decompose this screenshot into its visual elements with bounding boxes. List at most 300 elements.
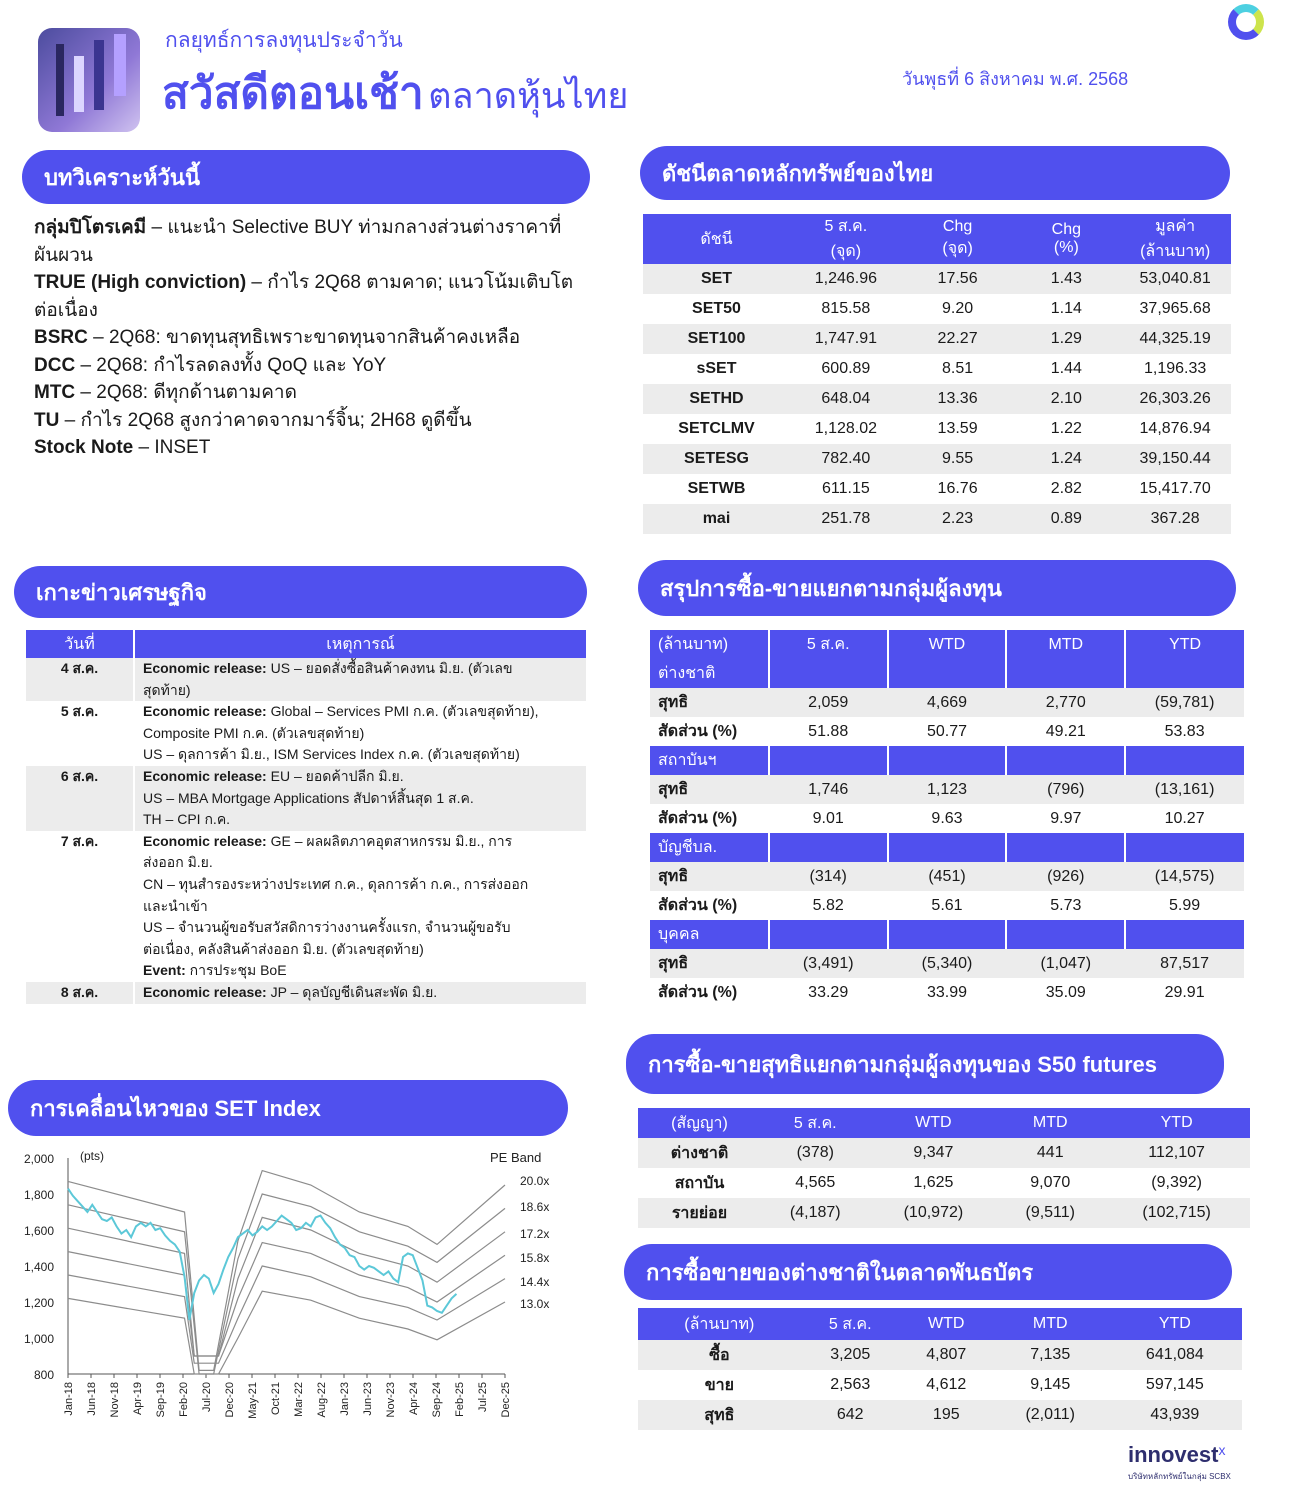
flow-cell: 53.83 <box>1164 722 1205 740</box>
pe-band-label: 13.0x <box>520 1297 550 1311</box>
indices-cell: SETWB <box>687 480 746 497</box>
indices-cell: 9.55 <box>942 450 974 467</box>
indices-cell: 1.22 <box>1050 420 1082 437</box>
analysis-item-name: TU <box>34 409 60 431</box>
flow-cell: สัดส่วน (%) <box>658 984 738 1001</box>
analysis-item-name: DCC <box>34 354 76 376</box>
s50-cell: (102,715) <box>1142 1204 1211 1221</box>
economic-header-row <box>26 630 586 658</box>
economic-event-label: Economic release: <box>143 660 267 676</box>
economic-header-row-cell: เหตุการณ์ <box>134 630 586 658</box>
indices-cell: 1.29 <box>1050 330 1082 347</box>
indices-header-row-cell: 5 ส.ค. (จุด) <box>790 214 902 264</box>
economic-event-text: US – จำนวนผู้ขอรับสวัสดิการว่างงานครั้งแรก, จำนวนผู้ขอรับ <box>143 919 511 936</box>
indices-cell: 13.59 <box>937 420 978 437</box>
bonds-cell: 9,145 <box>1030 1376 1071 1393</box>
economic-event-text: ส่งออก มิ.ย. <box>143 854 213 871</box>
pe-band-label: 18.6x <box>520 1200 550 1214</box>
flow-cell: (13,161) <box>1154 780 1215 798</box>
y-tick-label: 1,800 <box>23 1188 54 1202</box>
economic-header-row-cell: วันที่ <box>26 630 134 658</box>
indices-cell: 782.40 <box>821 450 871 467</box>
header-title-sub: ตลาดหุ้นไทย <box>428 75 629 116</box>
indices-cell: 1,246.96 <box>814 270 877 287</box>
analysis-item <box>34 214 594 269</box>
pe-band-label: 14.4x <box>520 1275 550 1289</box>
indices-cell: mai <box>702 510 731 527</box>
flow-cell: สุทธิ <box>658 868 689 885</box>
indices-cell: 251.78 <box>821 510 871 527</box>
bonds-cell: 642 <box>836 1406 864 1423</box>
bonds-cell: 2,563 <box>830 1376 871 1393</box>
economic-event <box>134 766 586 831</box>
indices-cell: 22.27 <box>937 330 978 347</box>
bonds-cell: 4,612 <box>926 1376 967 1393</box>
x-tick-label: Jun-23 <box>362 1382 374 1416</box>
analysis-item-name: MTC <box>34 382 76 403</box>
x-tick-label: Dec-25 <box>500 1382 512 1418</box>
economic-date: 5 ส.ค. <box>26 701 134 766</box>
indices-cell: 9.20 <box>942 300 974 317</box>
indices-cell: 0.89 <box>1050 510 1082 527</box>
economic-row <box>26 701 586 766</box>
flow-group-fill <box>1125 746 1244 775</box>
indices-row <box>643 324 1231 354</box>
flow-header-row <box>650 630 1244 659</box>
bonds-heading: การซื้อขายของต่างชาติในตลาดพันธบัตร <box>624 1244 1232 1300</box>
indices-cell: 611.15 <box>821 480 870 497</box>
flow-cell: (926) <box>1047 867 1085 885</box>
economic-event-line <box>143 680 578 702</box>
bonds-header-row <box>638 1308 1242 1340</box>
analysis-item <box>34 352 594 380</box>
bonds-cell: 641,084 <box>1145 1346 1204 1363</box>
flow-cell: 5.73 <box>1050 896 1082 914</box>
indices-header-row-cell: มูลค่า (ล้านบาท) <box>1119 214 1231 264</box>
y-tick-label: 2,000 <box>23 1152 54 1166</box>
flow-cell: 29.91 <box>1164 983 1205 1001</box>
economic-event-text: ต่อเนื่อง, คลังสินค้าส่งออก มิ.ย. (ตัวเลขสุดท้าย) <box>143 940 424 957</box>
economic-event-label: Economic release: <box>143 703 267 720</box>
flow-group-fill <box>769 659 888 688</box>
bonds-cell: ขาย <box>704 1376 734 1394</box>
indices-cell: 1,128.02 <box>814 420 877 437</box>
bonds-cell: 43,939 <box>1150 1406 1200 1423</box>
y-tick-label: 800 <box>33 1368 54 1382</box>
indices-cell: 16.76 <box>937 480 978 497</box>
header-date: วันพุธที่ 6 สิงหาคม พ.ศ. 2568 <box>902 69 1129 89</box>
flow-group-row <box>650 659 1244 688</box>
flow-group-fill <box>769 920 888 949</box>
flow-cell: 50.77 <box>926 722 968 740</box>
economic-event-text: CN – ทุนสำรองระหว่างประเทศ ก.ค., ดุลการค้า ก.ค., การส่งออก <box>143 875 529 892</box>
x-tick-label: Aug-22 <box>316 1382 328 1418</box>
bonds-cell: 3,205 <box>830 1346 871 1363</box>
flow-header-row-cell: 5 ส.ค. <box>769 630 888 659</box>
flow-cell: 2,770 <box>1045 693 1086 711</box>
indices-cell: SET100 <box>687 330 746 347</box>
economic-event-line <box>143 658 578 680</box>
flow-cell: (314) <box>809 867 847 885</box>
economic-event-line <box>143 939 578 961</box>
economic-row <box>26 766 586 831</box>
flow-cell: 87,517 <box>1160 954 1210 972</box>
flow-group-fill <box>769 746 888 775</box>
s50-cell: สถาบัน <box>674 1174 725 1192</box>
x-tick-label: Sep-24 <box>431 1382 443 1418</box>
flow-header-row-cell: MTD <box>1006 630 1125 659</box>
indices-cell: 8.51 <box>942 360 974 377</box>
flow-group-row <box>650 833 1244 862</box>
bonds-header-row-cell: WTD <box>900 1308 993 1340</box>
x-tick-label: Oct-21 <box>270 1382 282 1416</box>
indices-row <box>643 384 1231 414</box>
flow-cell: 9.97 <box>1050 809 1082 827</box>
flow-row <box>650 804 1244 833</box>
indices-row <box>643 444 1231 474</box>
indices-header-row-cell: Chg (จุด) <box>902 214 1014 264</box>
x-tick-label: Jul-20 <box>201 1382 213 1412</box>
economic-event-line <box>143 982 578 1004</box>
bonds-cell: 7,135 <box>1030 1346 1071 1363</box>
x-tick-label: Jan-18 <box>63 1382 75 1416</box>
s50-cell: 9,070 <box>1030 1174 1071 1191</box>
footer-brand-name: innovest <box>1128 1442 1219 1467</box>
flow-cell: (14,575) <box>1154 867 1215 885</box>
flow-row <box>650 891 1244 920</box>
analysis-item-name: TRUE (High conviction) <box>34 272 247 293</box>
economic-event-text: US – MBA Mortgage Applications สัปดาห์สิ้นสุด 1 ส.ค. <box>143 789 474 806</box>
indices-header-row <box>643 214 1231 264</box>
economic-event-label: Economic release: <box>143 832 267 849</box>
x-tick-label: Jul-25 <box>477 1382 489 1412</box>
analysis-item <box>34 379 594 407</box>
flow-cell: (451) <box>928 867 966 885</box>
bonds-cell: 597,145 <box>1145 1376 1204 1393</box>
flow-group-fill <box>1125 920 1244 949</box>
y-tick-label: 1,400 <box>23 1260 54 1274</box>
bonds-row <box>638 1340 1242 1370</box>
y-tick-label: 1,200 <box>23 1296 54 1310</box>
analysis-item <box>34 324 594 352</box>
x-tick-label: Dec-20 <box>224 1382 236 1418</box>
pe-band-line <box>68 1291 505 1374</box>
flow-group-fill <box>888 746 1007 775</box>
economic-event-line <box>143 788 578 810</box>
header-subtitle: กลยุทธ์การลงทุนประจำวัน <box>165 29 403 52</box>
header-title <box>162 58 628 128</box>
s50-cell: 4,565 <box>795 1174 836 1191</box>
header-logo-image <box>38 28 140 132</box>
flow-cell: 5.99 <box>1169 896 1201 914</box>
flow-cell: (796) <box>1047 780 1085 798</box>
economic-event-line <box>143 960 578 982</box>
flow-cell: 5.61 <box>931 896 963 914</box>
analysis-item-text: – กำไร 2Q68 ตามคาด; แนวโน้มเติบโตต่อเนื่อง <box>34 272 574 321</box>
s50-row <box>638 1138 1250 1168</box>
economic-event-line <box>143 723 578 745</box>
economic-event-text: EU – ยอดค้าปลีก มิ.ย. <box>266 767 404 784</box>
x-tick-label: Jun-18 <box>86 1382 98 1416</box>
economic-event-text: GE – ผลผลิตภาคอุตสาหกรรม มิ.ย., การ <box>266 832 513 849</box>
s50-header-row-cell: (สัญญา) <box>638 1108 761 1138</box>
s50-cell: (9,392) <box>1151 1174 1202 1191</box>
analysis-item-name: BSRC <box>34 327 88 348</box>
economic-heading: เกาะข่าวเศรษฐกิจ <box>14 566 587 618</box>
flow-cell: สุทธิ <box>658 955 689 972</box>
indices-header-row-cell: Chg (%) <box>1013 214 1119 264</box>
bonds-row <box>638 1370 1242 1400</box>
x-tick-label: Sep-19 <box>155 1382 167 1418</box>
s50-cell: (378) <box>796 1144 834 1161</box>
s50-heading: การซื้อ-ขายสุทธิแยกตามกลุ่มผู้ลงทุนของ S50 futures <box>626 1034 1224 1094</box>
flow-cell: (1,047) <box>1040 954 1092 972</box>
footer-tagline: บริษัทหลักทรัพย์ในกลุ่ม SCBX <box>1128 1472 1231 1481</box>
economic-event-line <box>143 917 578 939</box>
flow-row <box>650 688 1244 717</box>
economic-event-text: สุดท้าย) <box>143 681 191 698</box>
indices-header-row-cell: ดัชนี <box>643 214 790 264</box>
indices-row <box>643 264 1231 294</box>
indices-cell: 14,876.94 <box>1139 420 1211 437</box>
flow-group-fill <box>1006 920 1125 949</box>
flow-group-fill <box>1125 659 1244 688</box>
pe-band-label: 17.2x <box>520 1227 550 1241</box>
s50-cell: (9,511) <box>1025 1204 1075 1221</box>
economic-event-label: Economic release: <box>143 767 267 784</box>
s50-header-row-cell: 5 ส.ค. <box>761 1108 870 1138</box>
indices-cell: SETCLMV <box>678 420 755 437</box>
flow-cell: 49.21 <box>1045 722 1086 740</box>
flow-cell: 2,059 <box>808 693 849 711</box>
analysis-item <box>34 434 594 462</box>
flow-group-fill <box>888 659 1007 688</box>
economic-event-text: TH – CPI ก.ค. <box>143 811 231 828</box>
analysis-item <box>34 269 594 324</box>
economic-date: 7 ส.ค. <box>26 831 134 982</box>
flow-header-row-cell: (ล้านบาท) <box>650 630 769 659</box>
flow-group-fill <box>1006 659 1125 688</box>
x-tick-label: Feb-25 <box>454 1382 466 1417</box>
flow-row <box>650 717 1244 746</box>
bonds-header-row-cell: (ล้านบาท) <box>638 1308 801 1340</box>
analysis-item-text: – 2Q68: ดีทุกด้านตามคาด <box>75 382 297 403</box>
economic-event <box>134 831 586 982</box>
economic-event-label: Economic release: <box>143 983 267 1000</box>
chart-legend-title: PE Band <box>490 1150 542 1165</box>
indices-heading: ดัชนีตลาดหลักทรัพย์ของไทย <box>640 146 1230 200</box>
footer-brand <box>1128 1442 1225 1468</box>
flow-cell: 9.63 <box>931 809 963 827</box>
investor-flow-heading: สรุปการซื้อ-ขายแยกตามกลุ่มผู้ลงทุน <box>638 560 1236 616</box>
economic-event <box>134 701 586 766</box>
flow-group-name: ต่างชาติ <box>650 659 769 688</box>
bonds-cell: (2,011) <box>1025 1406 1075 1423</box>
economic-date: 8 ส.ค. <box>26 982 134 1004</box>
economic-event-text: Composite PMI ก.ค. (ตัวเลขสุดท้าย) <box>143 724 365 741</box>
s50-row <box>638 1198 1250 1228</box>
economic-event-text: US – ยอดสั่งซื้อสินค้าคงทน มิ.ย. (ตัวเลข <box>266 660 513 676</box>
analysis-item-name: กลุ่มปิโตรเคมี <box>34 217 147 238</box>
flow-group-name: สถาบันฯ <box>650 746 769 775</box>
x-tick-label: Nov-18 <box>109 1382 121 1418</box>
s50-cell: ต่างชาติ <box>670 1144 729 1162</box>
indices-cell: 1,747.91 <box>814 330 877 347</box>
indices-cell: 1.44 <box>1050 360 1082 377</box>
economic-event <box>134 658 586 701</box>
flow-cell: 10.27 <box>1164 809 1205 827</box>
economic-event-line <box>143 852 578 874</box>
economic-event-line <box>143 744 578 766</box>
indices-cell: 367.28 <box>1150 510 1200 527</box>
economic-event-text: JP – ดุลบัญชีเดินสะพัด มิ.ย. <box>266 983 438 1000</box>
economic-row <box>26 982 586 1004</box>
s50-cell: (10,972) <box>903 1204 964 1221</box>
analysis-item-text: – แนะนำ Selective BUY ท่ามกลางส่วนต่างราคาที่ผันผวน <box>34 217 562 266</box>
indices-cell: 2.10 <box>1050 390 1082 407</box>
economic-row <box>26 831 586 982</box>
flow-row <box>650 949 1244 978</box>
chart-heading: การเคลื่อนไหวของ SET Index <box>8 1080 568 1136</box>
x-tick-label: Apr-19 <box>132 1382 144 1416</box>
bonds-cell: สุทธิ <box>704 1406 735 1424</box>
x-tick-label: Nov-23 <box>385 1382 397 1418</box>
indices-row <box>643 414 1231 444</box>
economic-event-text: Global – Services PMI ก.ค. (ตัวเลขสุดท้าย), <box>266 703 539 720</box>
x-tick-label: May-21 <box>247 1382 259 1419</box>
flow-cell: สัดส่วน (%) <box>658 723 738 740</box>
economic-event-line <box>143 831 578 853</box>
indices-cell: 44,325.19 <box>1139 330 1211 347</box>
flow-group-row <box>650 920 1244 949</box>
indices-cell: SETESG <box>684 450 749 467</box>
footer-brand-x: x <box>1218 1442 1226 1458</box>
flow-group-fill <box>1125 833 1244 862</box>
flow-group-fill <box>769 833 888 862</box>
indices-cell: 1.43 <box>1050 270 1082 287</box>
flow-cell: สุทธิ <box>658 781 689 798</box>
indices-row <box>643 504 1231 534</box>
set-index-chart <box>0 1140 600 1440</box>
economic-event-text: และนำเข้า <box>143 897 208 914</box>
economic-date: 6 ส.ค. <box>26 766 134 831</box>
economic-row <box>26 658 586 701</box>
indices-cell: 17.56 <box>937 270 978 287</box>
flow-cell: (5,340) <box>921 954 973 972</box>
indices-row <box>643 294 1231 324</box>
pe-band-label: 20.0x <box>520 1174 550 1188</box>
s50-cell: 112,107 <box>1148 1144 1205 1161</box>
flow-cell: สัดส่วน (%) <box>658 897 738 914</box>
s50-header-row-cell: YTD <box>1103 1108 1250 1138</box>
economic-event-text: การประชุม BoE <box>185 962 287 979</box>
bonds-table <box>638 1308 1242 1430</box>
pe-band-line <box>68 1194 505 1374</box>
header-title-main: สวัสดีตอนเช้า <box>162 69 424 118</box>
flow-cell: สุทธิ <box>658 694 689 711</box>
indices-cell: SET <box>700 270 733 287</box>
bonds-header-row-cell: YTD <box>1108 1308 1242 1340</box>
indices-cell: 2.82 <box>1050 480 1082 497</box>
indices-cell: 2.23 <box>942 510 974 527</box>
s50-header-row-cell: WTD <box>870 1108 998 1138</box>
flow-group-row <box>650 746 1244 775</box>
s50-cell: (4,187) <box>789 1204 841 1221</box>
s50-header-row-cell: MTD <box>997 1108 1103 1138</box>
flow-row <box>650 775 1244 804</box>
bonds-cell: 4,807 <box>926 1346 967 1363</box>
economic-event-line <box>143 896 578 918</box>
s50-table <box>638 1108 1250 1228</box>
indices-cell: 37,965.68 <box>1139 300 1211 317</box>
analysis-list <box>34 214 594 462</box>
flow-row <box>650 862 1244 891</box>
analysis-item-text: – 2Q68: กำไรลดลงทั้ง QoQ และ YoY <box>75 354 387 376</box>
economic-table <box>26 630 586 1004</box>
indices-cell: SET50 <box>692 300 741 317</box>
x-tick-label: Feb-20 <box>178 1382 190 1417</box>
s50-cell: 441 <box>1036 1144 1064 1161</box>
flow-cell: (3,491) <box>802 954 854 972</box>
indices-cell: 13.36 <box>937 390 978 407</box>
brand-ring-icon <box>1228 4 1264 40</box>
analysis-heading: บทวิเคราะห์วันนี้ <box>22 150 590 204</box>
flow-header-row-cell: WTD <box>888 630 1007 659</box>
s50-header-row <box>638 1108 1250 1138</box>
bonds-cell: ซื้อ <box>709 1346 730 1364</box>
indices-row <box>643 354 1231 384</box>
y-tick-label: 1,600 <box>23 1224 54 1238</box>
s50-cell: 1,625 <box>913 1174 954 1191</box>
flow-group-fill <box>1006 833 1125 862</box>
analysis-item <box>34 407 594 435</box>
economic-event-line <box>143 874 578 896</box>
economic-date: 4 ส.ค. <box>26 658 134 701</box>
x-tick-label: Mar-22 <box>293 1382 305 1417</box>
flow-group-name: บุคคล <box>650 920 769 949</box>
flow-cell: (59,781) <box>1154 693 1215 711</box>
flow-cell: 35.09 <box>1045 983 1086 1001</box>
economic-event-text: US – ดุลการค้า มิ.ย., ISM Services Index ก.ค. (ตัวเลขสุดท้าย) <box>143 746 520 763</box>
flow-cell: 1,123 <box>926 780 968 798</box>
flow-cell: 33.29 <box>808 983 849 1001</box>
bonds-row <box>638 1400 1242 1430</box>
indices-cell: 1.24 <box>1050 450 1082 467</box>
flow-group-name: บัญชีบล. <box>650 833 769 862</box>
flow-cell: สัดส่วน (%) <box>658 810 738 827</box>
indices-cell: 15,417.70 <box>1139 480 1211 497</box>
indices-cell: 26,303.26 <box>1139 390 1211 407</box>
analysis-item-text: – INSET <box>133 437 211 458</box>
y-tick-label: 1,000 <box>23 1332 54 1346</box>
indices-cell: sSET <box>696 360 737 377</box>
indices-table <box>643 214 1231 534</box>
flow-cell: 9.01 <box>812 809 844 827</box>
analysis-item-text: – กำไร 2Q68 สูงกว่าคาดจากมาร์จิ้น; 2H68 ดูดีขึ้น <box>59 409 472 431</box>
indices-cell: 1.14 <box>1050 300 1082 317</box>
indices-cell: 600.89 <box>821 360 871 377</box>
economic-event-line <box>143 766 578 788</box>
flow-row <box>650 978 1244 1007</box>
flow-cell: 4,669 <box>926 693 968 711</box>
s50-row <box>638 1168 1250 1198</box>
flow-header-row-cell: YTD <box>1125 630 1244 659</box>
indices-cell: 815.58 <box>821 300 871 317</box>
x-tick-label: Jan-23 <box>339 1382 351 1416</box>
flow-group-fill <box>1006 746 1125 775</box>
flow-group-fill <box>888 920 1007 949</box>
economic-event <box>134 982 586 1004</box>
